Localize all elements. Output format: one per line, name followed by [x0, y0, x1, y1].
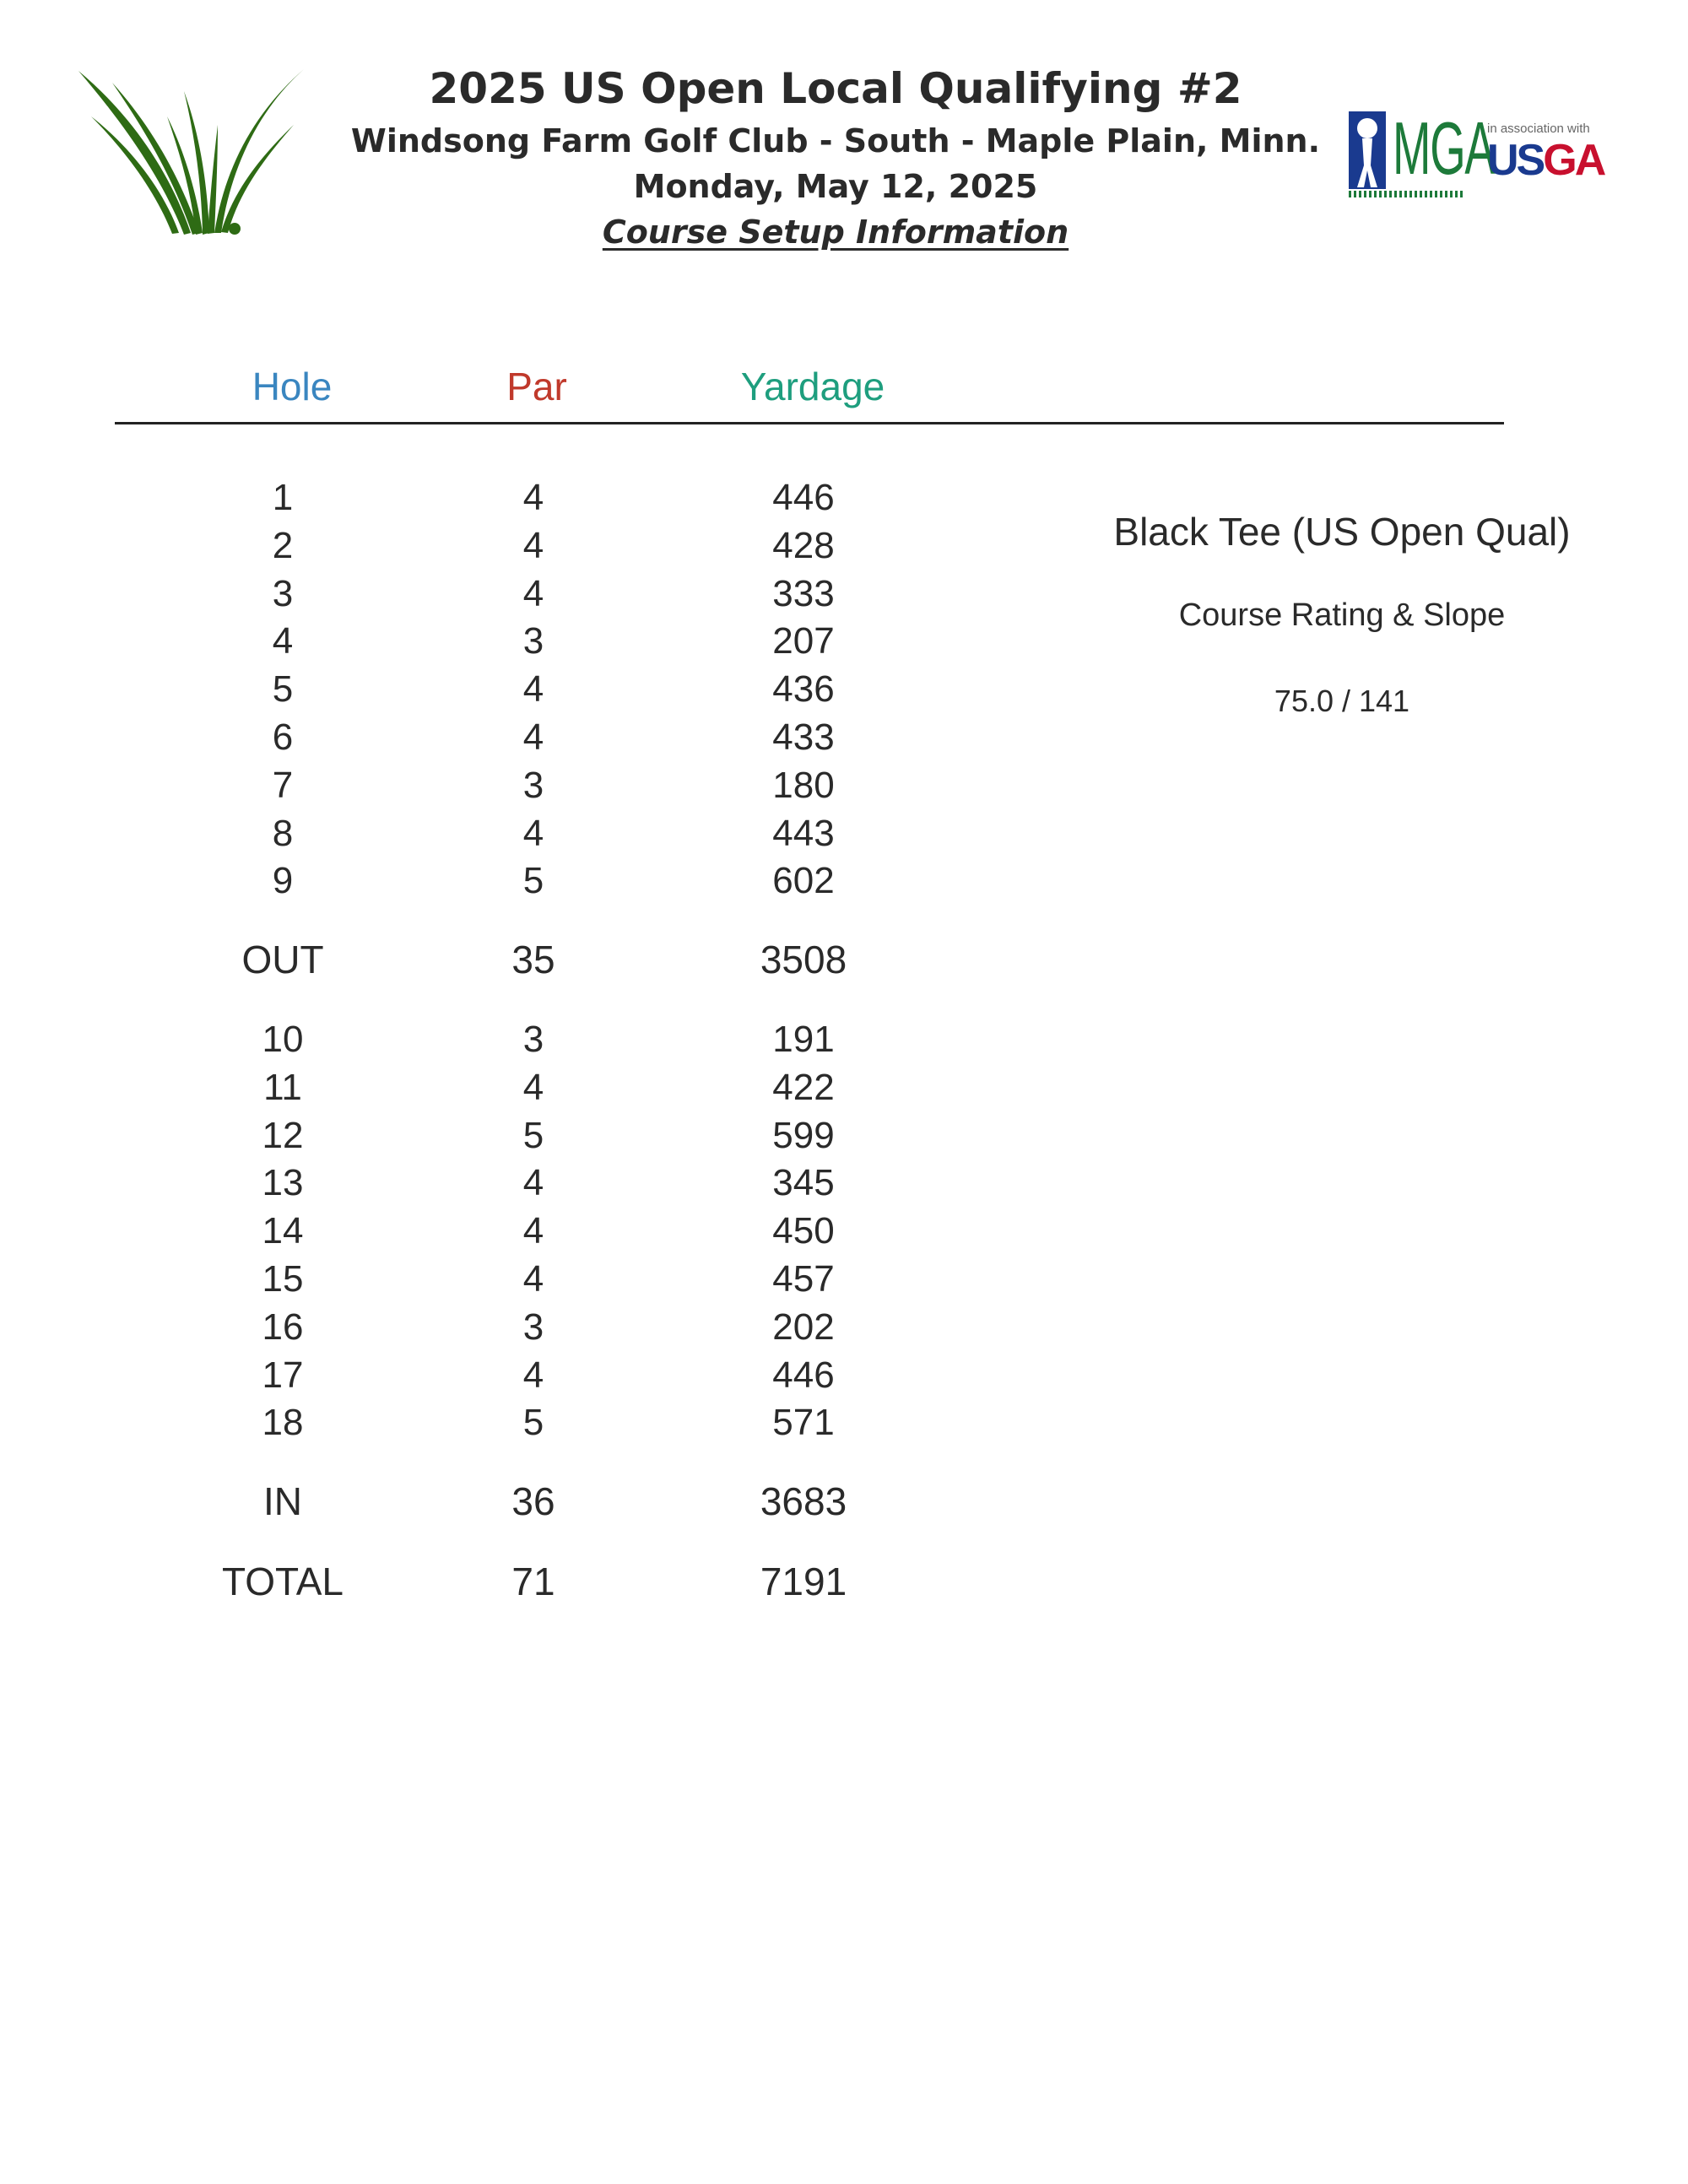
hole-cell: 10 [262, 1019, 304, 1060]
hole-cell: 13 [262, 1162, 304, 1204]
mga-tagline [1349, 191, 1463, 197]
hole-cell: 7 [272, 764, 294, 806]
hole-cell: 4 [272, 620, 294, 662]
column-header-hole: Hole [252, 365, 333, 408]
yardage-cell: 450 [772, 1210, 835, 1252]
column-header-yardage: Yardage [740, 365, 885, 408]
yardage-cell: 333 [772, 572, 835, 614]
yardage-cell: 345 [772, 1162, 835, 1204]
hole-cell: 11 [263, 1066, 302, 1108]
hole-cell: IN [263, 1479, 302, 1524]
yardage-cell: 3508 [760, 938, 847, 982]
par-cell: 4 [522, 716, 544, 758]
yardage-cell: 428 [772, 524, 835, 566]
par-cell: 4 [522, 1258, 544, 1300]
hole-cell: 3 [272, 572, 294, 614]
hole-cell: 8 [272, 812, 294, 854]
par-cell: 3 [522, 620, 544, 662]
document-subtitle: Course Setup Information [602, 214, 1069, 251]
usga-us: US [1487, 136, 1544, 185]
par-cell: 4 [522, 1066, 544, 1108]
rating-value: 75.0 / 141 [1274, 684, 1410, 718]
hole-cell: 17 [262, 1354, 304, 1396]
yardage-cell: 443 [772, 812, 835, 854]
yardage-cell: 7191 [760, 1560, 847, 1603]
venue-line: Windsong Farm Golf Club - South - Maple Plain, Minn. [350, 122, 1321, 159]
par-cell: 5 [522, 860, 544, 902]
mga-logo [1349, 106, 1495, 199]
yardage-cell: 436 [772, 668, 835, 711]
hole-cell: 14 [262, 1210, 304, 1252]
rating-label: Course Rating & Slope [1178, 597, 1506, 633]
yardage-cell: 422 [772, 1066, 835, 1108]
column-header-par: Par [506, 365, 567, 408]
hole-cell: 18 [262, 1402, 304, 1444]
par-cell: 4 [522, 1210, 544, 1252]
hole-cell: 9 [272, 860, 294, 902]
hole-cell: 15 [262, 1258, 304, 1300]
yardage-cell: 207 [772, 620, 835, 662]
yardage-cell: 571 [772, 1402, 835, 1444]
yardage-cell: 433 [772, 716, 835, 758]
par-cell: 71 [511, 1560, 555, 1603]
par-cell: 3 [522, 764, 544, 806]
hole-cell: OUT [241, 938, 324, 982]
par-cell: 4 [522, 572, 544, 614]
golfer-icon [1349, 111, 1393, 192]
yardage-cell: 446 [772, 477, 835, 518]
yardage-cell: 202 [772, 1306, 835, 1348]
yardage-cell: 3683 [760, 1479, 847, 1524]
yardage-cell: 191 [772, 1019, 835, 1060]
hole-cell: 12 [262, 1114, 304, 1156]
par-cell: 4 [522, 812, 544, 854]
hole-cell: 2 [272, 524, 294, 566]
document-header [253, 59, 1418, 255]
par-cell: 4 [522, 668, 544, 711]
tee-name: Black Tee (US Open Qual) [1113, 510, 1571, 554]
par-cell: 4 [522, 477, 544, 518]
yardage-cell: 180 [772, 764, 835, 806]
hole-cell: 1 [272, 477, 294, 518]
yardage-cell: 602 [772, 860, 835, 902]
par-cell: 4 [522, 1354, 544, 1396]
usga-wordmark [1487, 137, 1622, 184]
usga-association-text: in association with [1487, 122, 1590, 136]
par-cell: 4 [522, 1162, 544, 1204]
hole-cell: 6 [272, 716, 294, 758]
hole-cell: TOTAL [222, 1560, 344, 1603]
par-cell: 5 [522, 1402, 544, 1444]
yardage-cell: 446 [772, 1354, 835, 1396]
mga-letters: MGA [1393, 106, 1495, 190]
usga-logo [1487, 122, 1622, 184]
par-cell: 36 [511, 1479, 555, 1524]
event-date: Monday, May 12, 2025 [633, 168, 1038, 205]
document-title: 2025 US Open Local Qualifying #2 [429, 64, 1242, 113]
hole-cell: 16 [262, 1306, 304, 1348]
par-cell: 5 [522, 1114, 544, 1156]
yardage-cell: 457 [772, 1258, 835, 1300]
usga-ga: GA [1543, 136, 1604, 185]
par-cell: 3 [522, 1306, 544, 1348]
par-cell: 35 [511, 938, 555, 982]
header-divider [115, 422, 1504, 424]
yardage-cell: 599 [772, 1114, 835, 1156]
hole-cell: 5 [272, 668, 294, 711]
par-cell: 4 [522, 524, 544, 566]
par-cell: 3 [522, 1019, 544, 1060]
